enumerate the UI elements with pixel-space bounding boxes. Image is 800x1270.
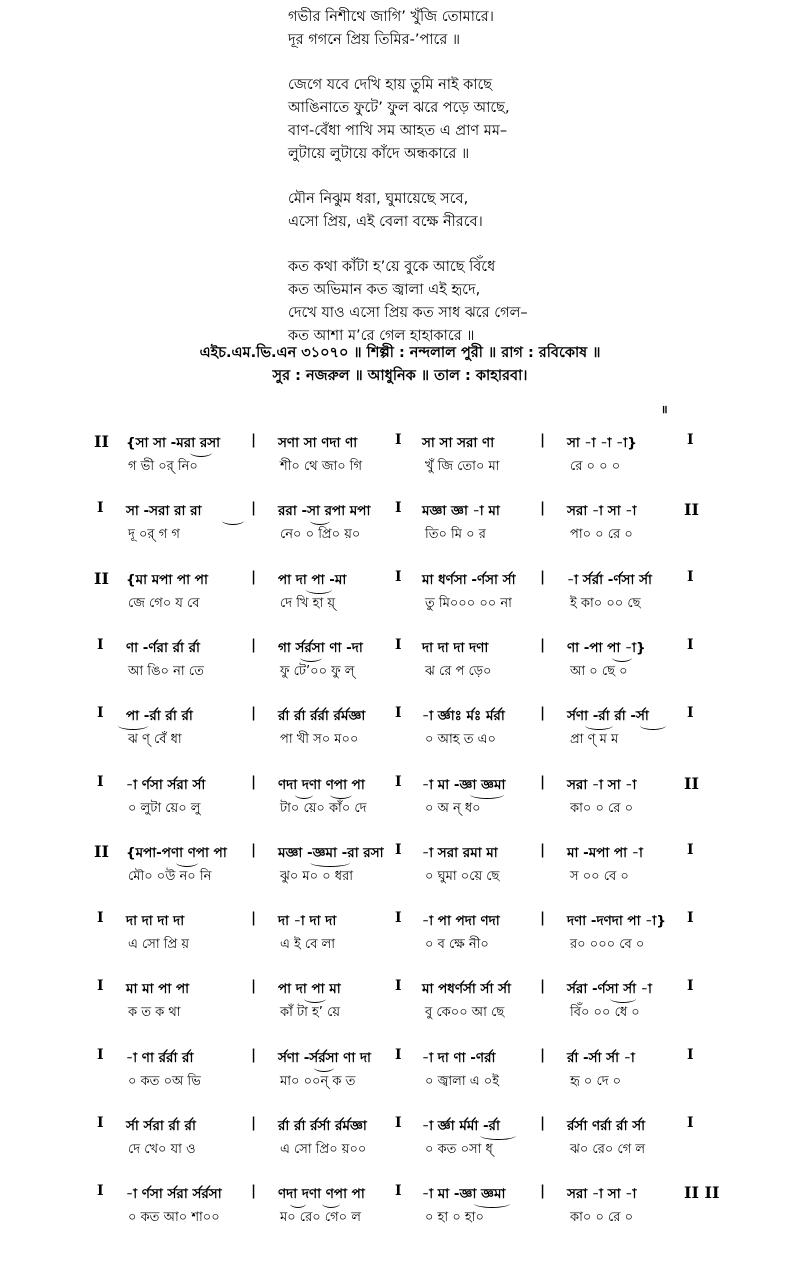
lyric-syllables: নে০ ০ প্রি০ য়০ <box>280 527 361 543</box>
section-mark: ॥ <box>661 403 668 416</box>
note-group: ণদা দণা ণপা পা <box>278 776 365 793</box>
slur-mark <box>480 1131 516 1140</box>
barline: | <box>251 568 257 585</box>
poem-line: বাণ-বেঁধা পাখি সম আহত এ প্রাণ মম– <box>288 123 508 139</box>
lyric-syllables: ম০ রে০ গে০ ল <box>280 1210 361 1226</box>
barline: | <box>251 636 257 653</box>
slur-mark <box>330 790 352 799</box>
slur-mark <box>190 448 212 457</box>
lyric-syllables: ক ত ক থা <box>128 1005 181 1021</box>
barline: | <box>540 568 546 585</box>
note-group: {সা সা -মরা রসা <box>126 435 221 451</box>
poem-line: কত আশা ম’রে গেল হাহাকারে ॥ <box>288 328 475 344</box>
slur-mark <box>474 1199 510 1208</box>
barline: II <box>94 568 109 588</box>
lyric-syllables: তু মি০০০ ০০ না <box>425 595 512 611</box>
lyric-syllables: পা খী স০ ম০০ <box>280 732 359 748</box>
barline: | <box>540 841 546 858</box>
slur-mark <box>306 585 332 594</box>
note-group: দা -া দা দা <box>278 913 337 930</box>
note-group: -া র্জ্ঞা র্মর্মা -র্রা <box>422 1118 500 1134</box>
barline: | <box>251 432 257 448</box>
lyric-syllables: জে গে০ য বে <box>128 595 200 611</box>
barline: I <box>395 978 402 995</box>
barline: | <box>540 500 546 517</box>
lyric-syllables: ০ কত আ০ শা০০ <box>128 1210 220 1226</box>
lyric-syllables: ০ হা ০ হা০ <box>425 1210 484 1226</box>
lyric-syllables: ০ লুটা য়ে০ লু <box>128 800 201 816</box>
slur-mark <box>222 516 244 525</box>
lyric-syllables: স ০০ বে ০ <box>570 868 629 884</box>
lyric-syllables: রে ০ ০ ০ <box>570 459 621 474</box>
barline: I <box>97 910 104 927</box>
barline: I <box>687 568 694 585</box>
poem-line: আঙিনাতে ফুটে’ ফুল ঝরে পড়ে আছে, <box>288 100 510 116</box>
lyric-syllables: তি০ মি ০ র <box>425 527 486 543</box>
note-group: সরা -া সা -া <box>567 1186 637 1203</box>
barline: I <box>395 1115 402 1131</box>
notation-row <box>0 705 800 755</box>
lyric-syllables: আ ০ ছে ০ <box>570 663 628 679</box>
barline: I <box>97 773 104 790</box>
note-group: -া দা ণা -ণর্রা <box>422 1049 496 1066</box>
lyric-syllables: খুঁ জি তো০ মা <box>425 459 500 474</box>
barline: | <box>251 1183 257 1200</box>
note-group: মা -মপা পা -া <box>567 844 643 861</box>
note-group: সরা -া সা -া <box>567 503 637 520</box>
note-group: দণা -দণদা পা -া} <box>567 913 666 930</box>
barline: I <box>395 500 402 517</box>
lyric-syllables: ০ জ্বালা এ ০ই <box>425 1073 499 1089</box>
lyric-syllables: হৃ ০ দে ০ <box>570 1073 622 1089</box>
notation-row <box>0 774 800 824</box>
notation-row <box>0 500 800 550</box>
lyric-syllables: শী০ থে জা০ গি <box>280 459 363 474</box>
lyric-syllables: ০ ঘুমা ০য়ে ছে <box>425 868 500 884</box>
lyric-syllables: ঝু০ ম০ ০ ধরা <box>280 868 354 884</box>
note-group: পা দা পা মা <box>278 981 341 998</box>
lyric-syllables: এ সো প্রি য় <box>128 937 189 953</box>
note-group: দা দা দা দা <box>126 913 185 930</box>
note-group: ণা -র্ণরা র্রা র্রা <box>126 639 200 656</box>
notation-row <box>0 1183 800 1233</box>
note-group: -া র্জ্ঞাঃ র্মঃ র্মর্রা <box>422 708 505 725</box>
note-group: -া মা -জ্ঞা জ্ঞমা <box>422 1186 506 1203</box>
lyric-syllables: ০ কত ০সা ধ্ <box>425 1142 493 1157</box>
lyric-syllables: দে খে০ যা ও <box>128 1142 196 1157</box>
lyric-syllables: বিঁ০ ০০ ধে ০ <box>570 1005 640 1021</box>
lyric-syllables: ঝ রে প ড়ে০ <box>425 663 492 679</box>
lyric-syllables: ঝ ণ্ বেঁ ধা <box>128 732 182 748</box>
note-group: মজ্ঞা -জ্ঞমা -রা রসা <box>278 844 384 861</box>
note-group: সরা -া সা -া <box>567 776 637 793</box>
note-group: র্রা -র্সা র্সা -া <box>567 1049 635 1066</box>
barline: I <box>395 568 402 585</box>
notation-row <box>0 569 800 619</box>
slur-mark <box>310 858 350 867</box>
note-group: র্সণা -র্সর্রসা ণা দা <box>278 1049 371 1066</box>
barline: I <box>395 1183 402 1200</box>
barline: I <box>395 1046 402 1063</box>
barline: | <box>540 773 546 790</box>
notation-row <box>0 432 800 482</box>
note-group: র্সরা -র্ণসা র্সা -া <box>567 981 652 998</box>
barline: | <box>540 1046 546 1063</box>
notation-row <box>0 637 800 687</box>
note-group: -া র্সর্রা -র্ণসা র্সা <box>567 571 652 588</box>
lyric-syllables: র০ ০০০ বে ০ <box>570 937 645 953</box>
barline: II <box>684 500 699 520</box>
barline: II II <box>684 1183 720 1203</box>
barline: | <box>251 910 257 927</box>
note-group: র্সা র্সরা র্রা র্রা <box>126 1118 196 1134</box>
note-group: ণা -পা পা -া} <box>567 639 646 656</box>
poem-line: কত কথা কাঁটা হ’য়ে বুকে আছে বিঁধে <box>288 259 496 275</box>
lyric-syllables: ই কা০ ০০ ছে <box>570 595 641 611</box>
barline: | <box>251 500 257 517</box>
note-group: মা মা পা পা <box>126 981 190 998</box>
lyric-syllables: মা০ ০০ন্ ক ত <box>280 1073 356 1089</box>
barline: I <box>395 773 402 790</box>
poem-line: কত অভিমান কত জ্বালা এই হৃদে, <box>288 282 481 298</box>
barline: II <box>94 432 109 451</box>
lyric-syllables: এ সো প্রি০ য়০০ <box>280 1142 367 1157</box>
barline: I <box>687 841 694 858</box>
barline: I <box>687 705 694 722</box>
slur-mark <box>610 994 636 1003</box>
lyric-syllables: ০ কত ০অ ভি <box>128 1073 201 1089</box>
note-group: মজ্ঞা জ্ঞা -া মা <box>422 503 500 520</box>
barline: I <box>97 1115 104 1131</box>
note-group: র্সণা -র্রা র্রা -র্সা <box>567 708 649 725</box>
lyric-syllables: গ ভী ০র্ নি০ <box>128 459 198 474</box>
note-group: র্রা র্রা র্রর্রা র্রর্মজ্ঞা <box>278 708 366 725</box>
slur-mark <box>304 994 326 1003</box>
note-group: মা ধর্ণসা -র্ণসা র্সা <box>422 571 516 588</box>
note-group: সা -সরা রা রা <box>126 503 202 520</box>
note-group: র্রর্সা ণর্রা র্রা র্সা <box>567 1118 646 1134</box>
barline: I <box>395 910 402 927</box>
note-group: {মপা-পণা ণপা পা <box>126 844 227 861</box>
poem-line: দূর গগনে প্রিয় তিমির-’পারে ॥ <box>288 32 461 48</box>
note-group: -া র্ণসা র্সরা র্সা <box>126 776 206 793</box>
slur-mark <box>612 653 632 662</box>
barline: I <box>395 636 402 653</box>
poem-line: লুটায়ে লুটায়ে কাঁদে অন্ধকারে ॥ <box>288 146 470 162</box>
barline: | <box>251 705 257 722</box>
lyric-syllables: বু কে০০ আ ছে <box>425 1005 505 1021</box>
note-group: দা দা দা দণা <box>422 639 489 656</box>
barline: I <box>97 500 104 517</box>
slur-mark <box>176 858 198 867</box>
barline: | <box>251 841 257 858</box>
barline: I <box>97 636 104 653</box>
lyric-syllables: এ ই বে লা <box>280 937 336 953</box>
barline: | <box>540 432 546 448</box>
note-group: পা -র্রা র্রা র্রা <box>126 708 193 725</box>
barline: I <box>97 1183 104 1200</box>
barline: I <box>687 636 694 653</box>
note-group: -া সরা রমা মা <box>422 844 498 861</box>
slur-mark <box>322 1199 340 1208</box>
note-group: র্রা র্রা র্রর্সা র্রর্মজ্ঞা <box>278 1118 367 1134</box>
note-group: -া র্ণসা র্সরা র্সর্রসা <box>126 1186 222 1203</box>
barline: I <box>97 978 104 995</box>
note-group: সা সা সরা ণা <box>422 435 495 451</box>
poem-line: দেখে যাও এসো প্রিয় কত সাধ ঝরে গেল– <box>288 305 528 321</box>
lyric-syllables: ০ আহ ত এ০ <box>425 732 496 748</box>
slur-mark <box>640 721 666 730</box>
lyric-syllables: ০ অ ন্ ধ০ <box>425 800 481 816</box>
lyric-syllables: পা০ ০ রে ০ <box>570 527 633 543</box>
notation-row <box>0 842 800 892</box>
barline: I <box>687 432 694 448</box>
notation-row <box>0 1047 800 1097</box>
notation-row <box>0 1115 800 1165</box>
barline: | <box>540 1183 546 1200</box>
barline: | <box>540 705 546 722</box>
poem-line: এসো প্রিয়, এই বেলা বক্ষে নীরবে। <box>288 214 483 230</box>
barline: | <box>251 773 257 790</box>
barline: I <box>97 1046 104 1063</box>
barline: I <box>395 705 402 722</box>
note-group: পা দা পা -মা <box>278 571 347 588</box>
note-group: গা র্সর্রসা ণা -দা <box>278 639 363 656</box>
slur-mark <box>290 1199 306 1208</box>
barline: I <box>687 910 694 927</box>
recording-info-line-1: এইচ.এম.ভি.এন ৩১০৭০ ॥ শিল্পী : নন্দলাল পুরী ॥ রাগ : রবিকোষ ॥ <box>199 345 601 361</box>
note-group: -া পা পদা ণদা <box>422 913 500 930</box>
slur-mark <box>470 790 504 799</box>
slur-mark <box>314 1063 334 1072</box>
lyric-syllables: ফু টে’০০ ফু ল্ <box>280 663 355 679</box>
note-group: -া মা -জ্ঞা জ্ঞমা <box>422 776 506 793</box>
poem-line: গভীর নিশীথে জাগি’ খুঁজি তোমারে। <box>288 9 494 25</box>
barline: I <box>395 841 402 858</box>
poem-line: মৌন নিঝুম ধরা, ঘুমায়েছে সবে, <box>288 191 469 207</box>
lyric-syllables: ০ ব ক্ষে নী০ <box>425 937 489 953</box>
note-group: ররা -সা রপা মপা <box>278 503 371 520</box>
barline: | <box>540 910 546 927</box>
lyric-syllables: মৌ০ ০উ ন০ নি <box>128 868 212 884</box>
slur-mark <box>310 516 330 525</box>
slur-mark <box>585 721 613 730</box>
recording-info-line-2: সুর : নজরুল ॥ আধুনিক ॥ তাল : কাহারবা। <box>272 368 528 384</box>
lyric-syllables: আ ঙি০ না তে <box>128 663 204 679</box>
barline: I <box>687 1115 694 1131</box>
barline: II <box>94 841 109 861</box>
note-group: ণদা দণা ণপা পা <box>278 1186 365 1203</box>
note-group: {মা মপা পা পা <box>126 571 208 588</box>
slur-mark <box>300 653 322 662</box>
barline: II <box>684 773 699 793</box>
slur-mark <box>295 790 313 799</box>
barline: I <box>687 1046 694 1063</box>
poem-line: জেগে যবে দেখি হায় তুমি নাই কাছে <box>288 77 493 93</box>
barline: I <box>395 432 402 448</box>
barline: | <box>251 1115 257 1131</box>
slur-mark <box>118 721 148 730</box>
note-group: মা পধর্ণর্সা র্সা র্সা <box>422 981 511 998</box>
barline: | <box>251 1046 257 1063</box>
notation-row <box>0 978 800 1028</box>
lyric-syllables: টা০ য়ে০ কাঁ০ দে <box>280 800 367 816</box>
note-group: সা -া -া -া} <box>567 435 637 451</box>
lyric-syllables: কা০ ০ রে ০ <box>570 800 634 816</box>
lyric-syllables: ঝ০ রে০ গে ল <box>570 1142 646 1157</box>
barline: | <box>540 978 546 995</box>
barline: I <box>97 705 104 722</box>
lyric-syllables: কা০ ০ রে ০ <box>570 1210 634 1226</box>
barline: I <box>687 978 694 995</box>
barline: | <box>251 978 257 995</box>
notation-row <box>0 910 800 960</box>
lyric-syllables: দূ ০র্ গ গ <box>128 527 180 543</box>
lyric-syllables: দে খি হা য়্ <box>280 595 336 611</box>
lyric-syllables: কাঁ টা হ’ য়ে <box>280 1005 341 1021</box>
barline: | <box>540 1115 546 1131</box>
lyric-syllables: প্রা ণ্ ম ম <box>570 732 619 748</box>
barline: | <box>540 636 546 653</box>
note-group: -া ণা র্রর্রা র্রা <box>126 1049 194 1066</box>
note-group: সণা সা ণদা ণা <box>278 435 358 451</box>
